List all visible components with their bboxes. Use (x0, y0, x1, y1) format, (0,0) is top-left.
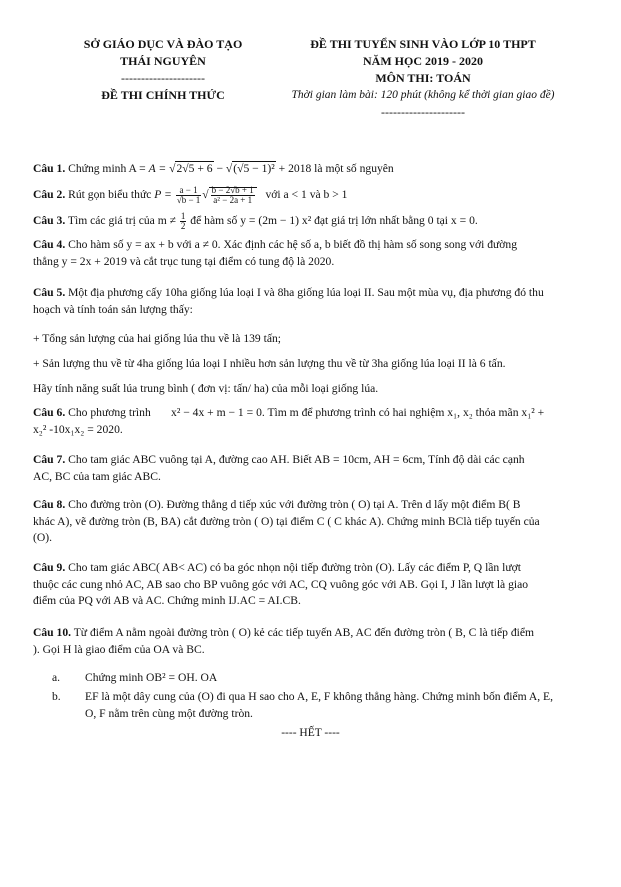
exam-title: ĐỀ THI TUYỂN SINH VÀO LỚP 10 THPT (310, 37, 536, 51)
q8-label: Câu 8. (33, 498, 66, 511)
q1-var: A = (148, 162, 170, 175)
q8-line-2: khác A), vẽ đường tròn (B, BA) cắt đường tròn ( O) tại điểm C ( C khác A). Chứng minh BClà tiếp tuyến của (33, 514, 540, 528)
q2-fraction-2: $\frac{b - 2√b + 1}{\text{a² − 2a + 1}}$ (211, 184, 254, 205)
q3-label: Câu 3. (33, 214, 66, 228)
question-3 (33, 212, 593, 231)
q10-part-b (52, 689, 592, 723)
q3-text: Tìm các giá trị của m ≠ (67, 214, 179, 228)
q2-condition: với a < 1 và b > 1 (265, 188, 348, 201)
province-name: THÁI NGUYÊN (120, 54, 206, 68)
question-5 (33, 285, 593, 318)
q7-label: Câu 7. (33, 453, 66, 466)
q2-label: Câu 2. (33, 188, 66, 201)
question-1 (33, 161, 593, 178)
q6-line-2: x₂² -10x₁x₂ = 2020. (33, 422, 123, 436)
header-left-rule: --------------------- (121, 71, 205, 85)
q9-line-2: thuộc các cung nhỏ AC, AB sao cho BP vuông góc với AC, CQ vuông góc với AB. Gọi I, J lần lượt là giao (33, 577, 529, 591)
q10-label: Câu 10. (33, 626, 72, 639)
q10-part-a-label: a. (52, 671, 61, 684)
header-right (268, 36, 578, 121)
q5-label: Câu 5. (33, 286, 66, 299)
q7-line-1: Cho tam giác ABC vuông tại A, đường cao AH. Biết AB = 10cm, AH = 6cm, Tính độ dài các cạnh (68, 453, 525, 466)
q10-part-b-line-2: O, F nằm trên cùng một đường tròn. (85, 706, 253, 720)
q9-line-3: điểm của PQ với AB và AC. Chứng minh IJ.AC = AI.CB. (33, 594, 301, 607)
q5-line-2: hoạch và tính toán sản lượng thấy: (33, 302, 193, 316)
q10-part-a-text: Chứng minh OB² = OH. OA (85, 671, 218, 684)
q2-fraction-1: $\frac{a - 1}{√b - 1}$ (176, 184, 201, 205)
q1-tail: + 2018 là một số nguyên (275, 162, 394, 175)
q4-label: Câu 4. (33, 238, 66, 251)
q10-part-b-label: b. (52, 690, 61, 703)
q9-line-1: Cho tam giác ABC( AB< AC) có ba góc nhọn nội tiếp đường tròn (O). Lấy các điểm P, Q lần lượt (68, 561, 521, 574)
q6-text: Cho phương trình (68, 406, 154, 419)
q3-fraction: $\frac{1}{2}$ (180, 211, 186, 231)
question-10 (33, 625, 593, 658)
q5-line-3: + Tổng sản lượng của hai giống lúa thu về là 139 tấn; (33, 332, 281, 345)
q5-line-4: + Sản lượng thu về từ 4ha giống lúa loại I nhiều hơn sản lượng thu về từ 3ha giống lúa loại II là 6 tấn. (33, 357, 506, 370)
q4-line-1: Cho hàm số y = ax + b với a ≠ 0. Xác định các hệ số a, b biết đồ thị hàm số song song với đường (68, 238, 517, 251)
q6-label: Câu 6. (33, 406, 66, 419)
department-name: SỞ GIÁO DỤC VÀ ĐÀO TẠO (83, 37, 243, 51)
time-allowed: Thời gian làm bài: 120 phút (không kể thời gian giao đề) (291, 89, 555, 101)
school-year: NĂM HỌC 2019 - 2020 (363, 54, 483, 68)
subject: MÔN THI: TOÁN (375, 71, 471, 85)
question-9 (33, 560, 593, 610)
end-marker: ---- HẾT ---- (281, 727, 340, 739)
q5-line-5: Hãy tính năng suất lúa trung bình ( đơn vị: tấn/ ha) của mỗi loại giống lúa. (33, 382, 379, 395)
q1-expression: √2√5 + 6 − √(√5 − 1)² (169, 162, 275, 175)
q10-part-b-line-1: EF là một dây cung của (O) đi qua H sao cho A, E, F không thẳng hàng. Chứng minh bốn điểm A, E, (85, 690, 554, 703)
q4-line-2: thẳng y = 2x + 2019 và cắt trục tung tại điểm có tung độ là 2020. (33, 254, 335, 268)
q8-line-3: (O). (33, 531, 52, 544)
q1-label: Câu 1. (33, 162, 66, 175)
q7-line-2: AC, BC của tam giác ABC. (33, 469, 161, 483)
q8-line-1: Cho đường tròn (O). Đường thẳng d tiếp xúc với đường tròn ( O) tại A. Trên d lấy một điểm B( B (68, 498, 521, 511)
header-right-rule: --------------------- (381, 105, 465, 119)
q2-text: Rút gọn biểu thức (68, 188, 155, 201)
question-4 (33, 237, 593, 270)
q10-line-1: Từ điểm A nằm ngoài đường tròn ( O) kẻ các tiếp tuyến AB, AC đến đường tròn ( B, C là tiếp điểm (73, 626, 535, 639)
q2-var: P = (154, 188, 175, 201)
q1-text: Chứng minh A = (68, 162, 149, 175)
q10-line-2: ). Gọi H là giao điểm của OA và BC. (33, 642, 205, 656)
q5-line-1: Một địa phương cấy 10ha giống lúa loại I và 8ha giống lúa loại II. Sau một mùa vụ, địa phương đó thu (68, 286, 544, 299)
question-8 (33, 497, 593, 547)
q9-label: Câu 9. (33, 561, 66, 574)
q10-part-a (52, 670, 592, 687)
question-7 (33, 452, 593, 485)
question-6 (33, 405, 593, 438)
question-2: Câu 2. Rút gọn biểu thức P = $\frac{a - 1}{√b - 1}$ √ $\frac{b - 2√b + 1}{\text{a² − 2a + 1}}$ với a < 1 và b > 1 (33, 184, 348, 205)
header-left (58, 36, 268, 104)
q6-equation: x² − 4x + m − 1 = 0. Tìm m để phương trình có hai nghiệm x₁, x₂ thỏa mãn x₁² + (171, 406, 545, 419)
official-exam-label: ĐỀ THI CHÍNH THỨC (101, 88, 225, 102)
q3-tail: để hàm số y = (2m − 1) x² đạt giá trị lớn nhất bằng 0 tại x = 0. (187, 214, 478, 228)
